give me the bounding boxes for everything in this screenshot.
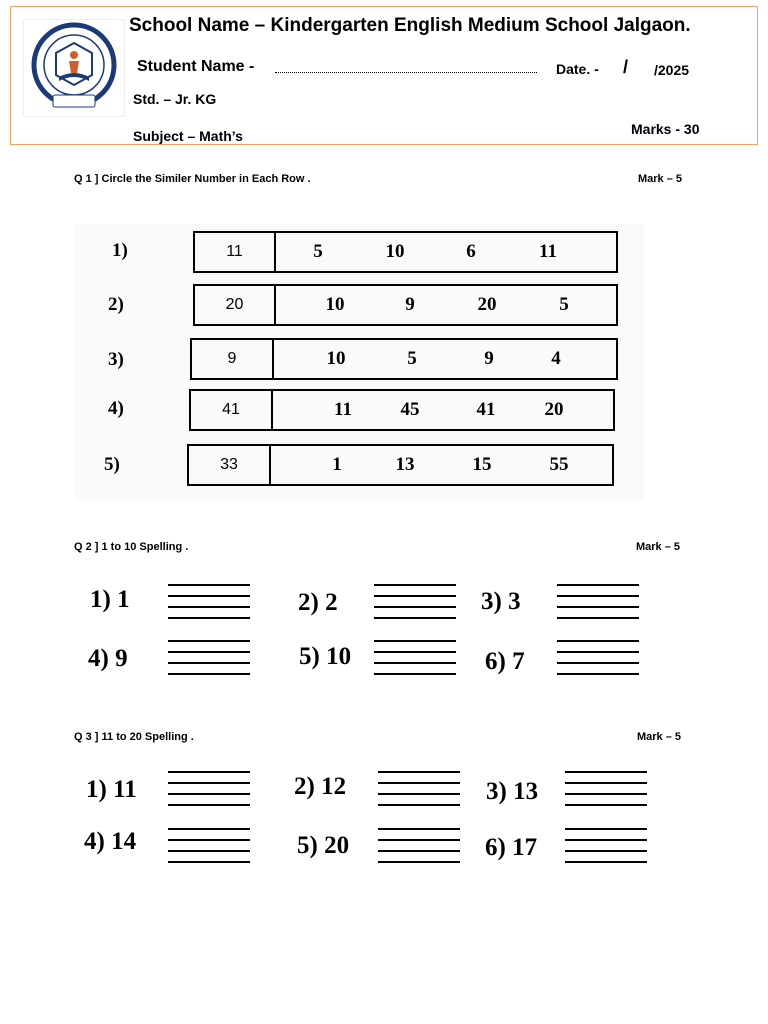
q2-writing-lines[interactable] xyxy=(557,640,639,684)
q1-option[interactable]: 11 xyxy=(539,241,557,262)
q3-writing-lines[interactable] xyxy=(565,771,647,815)
school-logo xyxy=(23,19,125,117)
q1-target-number: 41 xyxy=(191,391,273,429)
q3-item-number: 1) 11 xyxy=(86,776,137,803)
q3-item-number: 4) 14 xyxy=(84,828,137,855)
q1-option[interactable]: 13 xyxy=(395,454,415,475)
student-name-label: Student Name - xyxy=(137,58,255,75)
q2-writing-lines[interactable] xyxy=(168,640,250,684)
date-separator: / xyxy=(623,57,629,77)
q1-option[interactable]: 9 xyxy=(405,294,415,315)
q3-writing-lines[interactable] xyxy=(168,771,250,815)
q2-item-number: 1) 1 xyxy=(90,586,130,613)
q2-item-number: 6) 7 xyxy=(485,648,525,675)
q3-writing-lines[interactable] xyxy=(378,828,460,872)
q1-option[interactable]: 45 xyxy=(400,399,420,420)
q1-row-label: 5) xyxy=(104,454,120,475)
q2-item-number: 3) 3 xyxy=(481,588,521,615)
q1-row-box xyxy=(187,444,614,486)
q2-item-number: 5) 10 xyxy=(299,643,352,670)
q1-option[interactable]: 10 xyxy=(325,294,345,315)
q1-option[interactable]: 5 xyxy=(407,348,417,369)
q1-option[interactable]: 15 xyxy=(472,454,492,475)
q2-item-number: 2) 2 xyxy=(298,589,338,616)
q3-title: Q 3 ] 11 to 20 Spelling . xyxy=(74,731,194,743)
worksheet-header xyxy=(10,6,758,145)
q3-mark: Mark – 5 xyxy=(637,731,682,743)
q3-writing-lines[interactable] xyxy=(378,771,460,815)
q1-option[interactable]: 11 xyxy=(334,399,352,420)
q1-option[interactable]: 41 xyxy=(476,399,496,420)
school-name: School Name – Kindergarten English Medium School Jalgaon. xyxy=(129,15,691,36)
q1-target-number: 9 xyxy=(192,340,274,378)
q1-option[interactable]: 6 xyxy=(466,241,476,262)
q1-row-label: 2) xyxy=(108,294,124,315)
q1-target-number: 33 xyxy=(189,446,271,484)
q3-item-number: 2) 12 xyxy=(294,773,347,800)
q1-option[interactable]: 9 xyxy=(484,348,494,369)
q2-writing-lines[interactable] xyxy=(168,584,250,628)
q1-target-number: 11 xyxy=(195,233,276,271)
q3-item-number: 6) 17 xyxy=(485,834,538,861)
q1-row-box xyxy=(189,389,615,431)
q1-row-label: 1) xyxy=(112,240,128,261)
q3-item-number: 3) 13 xyxy=(486,778,539,805)
q3-writing-lines[interactable] xyxy=(565,828,647,872)
total-marks: Marks - 30 xyxy=(631,121,700,137)
subject-label: Subject – Math’s xyxy=(133,128,243,144)
q3-writing-lines[interactable] xyxy=(168,828,250,872)
q2-title: Q 2 ] 1 to 10 Spelling . xyxy=(74,541,189,553)
q2-writing-lines[interactable] xyxy=(557,584,639,628)
q1-row-label: 3) xyxy=(108,349,124,370)
q1-option[interactable]: 5 xyxy=(559,294,569,315)
q1-row-box xyxy=(190,338,618,380)
q1-option[interactable]: 1 xyxy=(332,454,342,475)
q1-option[interactable]: 4 xyxy=(551,348,561,369)
q1-option[interactable]: 55 xyxy=(549,454,569,475)
q1-option[interactable]: 20 xyxy=(544,399,564,420)
q3-item-number: 5) 20 xyxy=(297,832,350,859)
q2-writing-lines[interactable] xyxy=(374,584,456,628)
q1-option[interactable]: 5 xyxy=(313,241,323,262)
q1-option[interactable]: 20 xyxy=(477,294,497,315)
q1-title: Q 1 ] Circle the Similer Number in Each Row . xyxy=(74,173,311,185)
q1-mark: Mark – 5 xyxy=(638,173,683,185)
q2-item-number: 4) 9 xyxy=(88,645,128,672)
q2-mark: Mark – 5 xyxy=(636,541,681,553)
q1-target-number: 20 xyxy=(195,286,276,324)
q1-option[interactable]: 10 xyxy=(326,348,346,369)
standard-label: Std. – Jr. KG xyxy=(133,91,217,107)
date-year: /2025 xyxy=(654,62,690,78)
student-name-blank[interactable] xyxy=(275,72,537,73)
q1-row-label: 4) xyxy=(108,398,124,419)
q1-row-box xyxy=(193,231,618,273)
q1-row-box xyxy=(193,284,618,326)
q1-option[interactable]: 10 xyxy=(385,241,405,262)
date-label: Date. - xyxy=(556,61,599,77)
q2-writing-lines[interactable] xyxy=(374,640,456,684)
